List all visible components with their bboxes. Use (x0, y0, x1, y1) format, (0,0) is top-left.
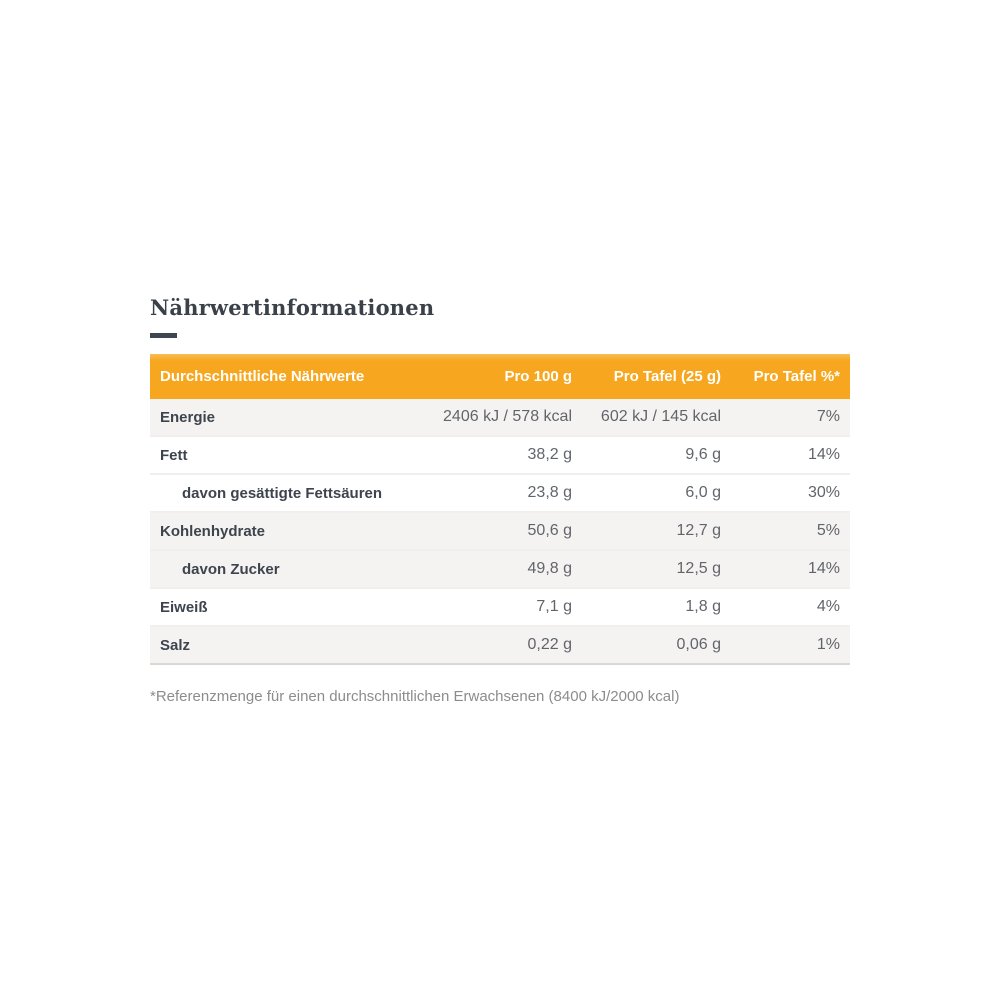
value-per-tafel: 0,06 g (582, 626, 731, 664)
table-row-fett (150, 436, 850, 474)
nutrient-label: Kohlenhydrate (150, 512, 422, 550)
nutrition-section (150, 296, 850, 705)
reference-footnote: *Referenzmenge für einen durchschnittlichen Erwachsenen (8400 kJ/2000 kcal) (150, 688, 680, 705)
col-header-per-tafel: Pro Tafel (25 g) (582, 354, 731, 399)
value-per-100g: 50,6 g (422, 512, 582, 550)
value-per-100g: 38,2 g (422, 436, 582, 474)
col-header-per-100g: Pro 100 g (422, 354, 582, 399)
table-row-eiweiss (150, 588, 850, 626)
col-header-nutrients: Durchschnittliche Nährwerte (150, 354, 422, 399)
table-row-kohlenhydrate (150, 512, 850, 550)
nutrient-label: Fett (150, 436, 422, 474)
col-header-per-tafel-pct: Pro Tafel %* (731, 354, 850, 399)
value-per-tafel-pct: 7% (731, 399, 850, 436)
value-per-100g: 2406 kJ / 578 kcal (422, 399, 582, 436)
value-per-tafel-pct: 1% (731, 626, 850, 664)
section-title: Nährwertinformationen (150, 295, 435, 320)
value-per-100g: 7,1 g (422, 588, 582, 626)
value-per-100g: 23,8 g (422, 474, 582, 512)
table-row-zucker (150, 550, 850, 588)
value-per-tafel: 602 kJ / 145 kcal (582, 399, 731, 436)
value-per-tafel-pct: 14% (731, 550, 850, 588)
nutrient-label: Eiweiß (150, 588, 422, 626)
value-per-tafel-pct: 30% (731, 474, 850, 512)
nutrient-label: davon gesättigte Fettsäuren (150, 474, 422, 512)
nutrient-label: davon Zucker (150, 550, 422, 588)
value-per-tafel: 1,8 g (582, 588, 731, 626)
value-per-tafel: 12,5 g (582, 550, 731, 588)
nutrient-label: Salz (150, 626, 422, 664)
nutrition-table (150, 354, 850, 665)
value-per-100g: 49,8 g (422, 550, 582, 588)
value-per-tafel: 9,6 g (582, 436, 731, 474)
table-row-salz (150, 626, 850, 664)
title-underline (150, 333, 177, 338)
nutrient-label: Energie (150, 399, 422, 436)
value-per-tafel-pct: 4% (731, 588, 850, 626)
value-per-tafel-pct: 5% (731, 512, 850, 550)
table-row-energie (150, 399, 850, 436)
value-per-100g: 0,22 g (422, 626, 582, 664)
value-per-tafel: 6,0 g (582, 474, 731, 512)
value-per-tafel-pct: 14% (731, 436, 850, 474)
value-per-tafel: 12,7 g (582, 512, 731, 550)
table-header-row (150, 354, 850, 399)
table-row-gesaettigte-fettsaeuren (150, 474, 850, 512)
